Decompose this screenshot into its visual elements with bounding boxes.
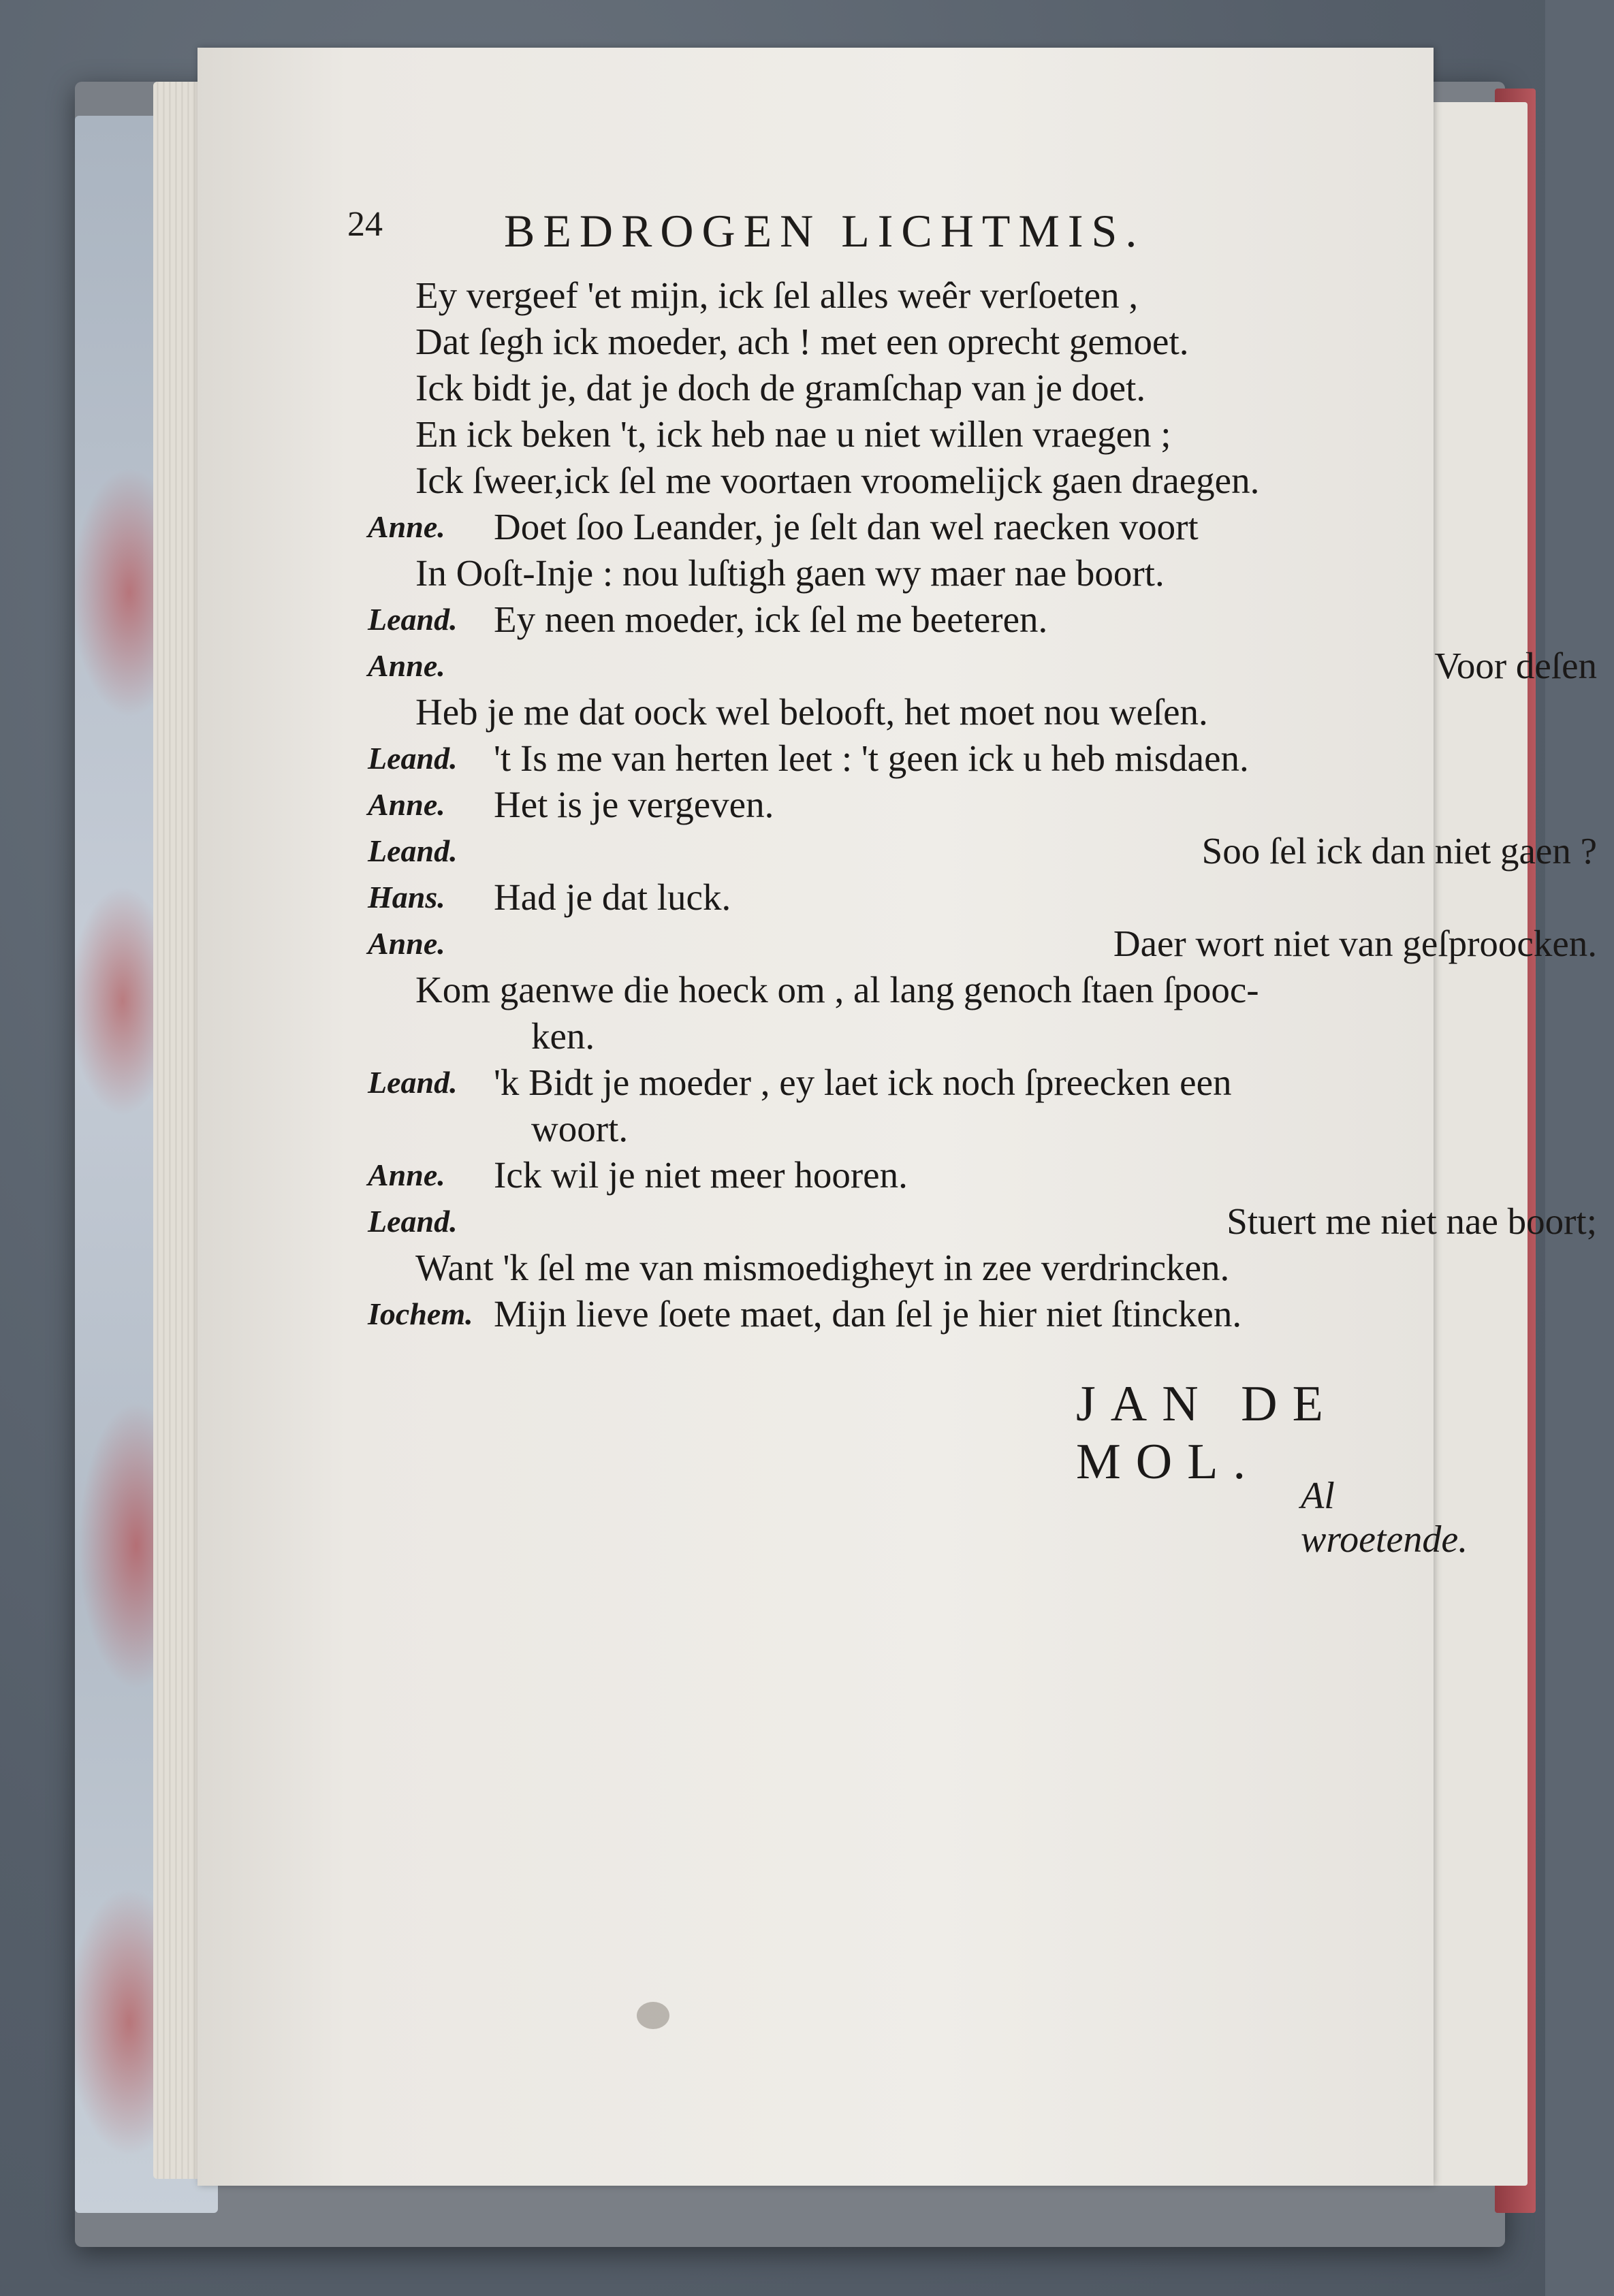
paper-stain	[637, 2002, 669, 2029]
line-text: Kom gaenwe die hoeck om , al lang genoch ſtaen ſpooc-	[415, 969, 1259, 1010]
speaker-label: Hans.	[368, 880, 445, 914]
verse-line	[368, 689, 1614, 735]
play-text	[368, 272, 1614, 1337]
verse-line	[368, 272, 1614, 319]
line-text: Soo ſel ick dan niet gaen ?	[1201, 830, 1597, 872]
line-text: Heb je me dat oock wel belooft, het moet nou weſen.	[415, 691, 1208, 733]
line-text: 'k Bidt je moeder , ey laet ick noch ſpreecken een	[494, 1062, 1232, 1103]
line-text: Ick ſweer,ick ſel me voortaen vroomelijck gaen draegen.	[415, 460, 1260, 501]
verse-line	[368, 319, 1614, 365]
verse-line	[368, 1013, 1614, 1059]
line-text: Ey vergeef 'et mijn, ick ſel alles weêr verſoeten ,	[415, 274, 1139, 316]
page-number: 24	[347, 205, 383, 244]
line-text: Ick bidt je, dat je doch de gramſchap van je doet.	[415, 367, 1146, 409]
line-text: Ey neen moeder, ick ſel me beeteren.	[494, 599, 1048, 640]
line-text: Stuert me niet nae boort;	[1227, 1200, 1597, 1242]
speaker-label: Leand.	[368, 602, 458, 637]
running-head-title: BEDROGEN LICHTMIS.	[504, 205, 1145, 257]
line-text: Dat ſegh ick moeder, ach ! met een oprecht gemoet.	[415, 321, 1189, 362]
verse-line	[368, 1291, 1614, 1337]
line-text: Had je dat luck.	[494, 876, 731, 918]
speaker-label: Anne.	[368, 509, 445, 544]
line-text: Want 'k ſel me van mismoedigheyt in zee verdrincken.	[415, 1247, 1230, 1288]
printer-signature: JAN DE MOL.	[1076, 1376, 1338, 1490]
verse-line	[368, 550, 1614, 596]
verse-line	[368, 782, 1614, 828]
verse-line	[368, 921, 1614, 967]
verse-line	[368, 874, 1614, 921]
speaker-label: Leand.	[368, 1065, 458, 1100]
verse-line	[368, 828, 1614, 874]
speaker-label: Anne.	[368, 1158, 445, 1192]
verse-line	[368, 596, 1614, 643]
verse-line	[368, 1152, 1614, 1198]
verse-line	[368, 1198, 1614, 1245]
book-page	[197, 48, 1597, 2186]
verse-line	[368, 504, 1614, 550]
line-text: woort.	[531, 1108, 629, 1149]
line-text: Daer wort niet van geſproocken.	[1113, 923, 1597, 964]
line-text: Doet ſoo Leander, je ſelt dan wel raecken voort	[494, 506, 1199, 547]
line-text: Ick wil je niet meer hooren.	[494, 1154, 908, 1196]
line-text: ken.	[531, 1015, 595, 1057]
speaker-label: Anne.	[368, 787, 445, 822]
speaker-label: Leand.	[368, 741, 458, 776]
running-head	[347, 204, 1464, 259]
line-text: In Ooſt-Inje : nou luſtigh gaen wy maer nae boort.	[415, 552, 1165, 594]
line-text: En ick beken 't, ick heb nae u niet willen vraegen ;	[415, 413, 1171, 455]
verse-line	[368, 1059, 1614, 1106]
speaker-label: Anne.	[368, 926, 445, 961]
verse-line	[368, 643, 1614, 689]
printer-motto: Al wroetende.	[1301, 1475, 1468, 1561]
verse-line	[368, 458, 1614, 504]
speaker-label: Anne.	[368, 648, 445, 683]
verse-line	[368, 1106, 1614, 1152]
speaker-label: Iochem.	[368, 1296, 473, 1331]
line-text: Het is je vergeven.	[494, 784, 774, 825]
verse-line	[368, 411, 1614, 458]
line-text: Mijn lieve ſoete maet, dan ſel je hier niet ſtincken.	[494, 1293, 1242, 1335]
speaker-label: Leand.	[368, 1204, 458, 1239]
verse-line	[368, 1245, 1614, 1291]
verse-line	[368, 735, 1614, 782]
line-text: 't Is me van herten leet : 't geen ick u heb misdaen.	[494, 737, 1249, 779]
line-text: Voor deſen	[1434, 645, 1597, 686]
verse-line	[368, 967, 1614, 1013]
verse-line	[368, 365, 1614, 411]
speaker-label: Leand.	[368, 833, 458, 868]
